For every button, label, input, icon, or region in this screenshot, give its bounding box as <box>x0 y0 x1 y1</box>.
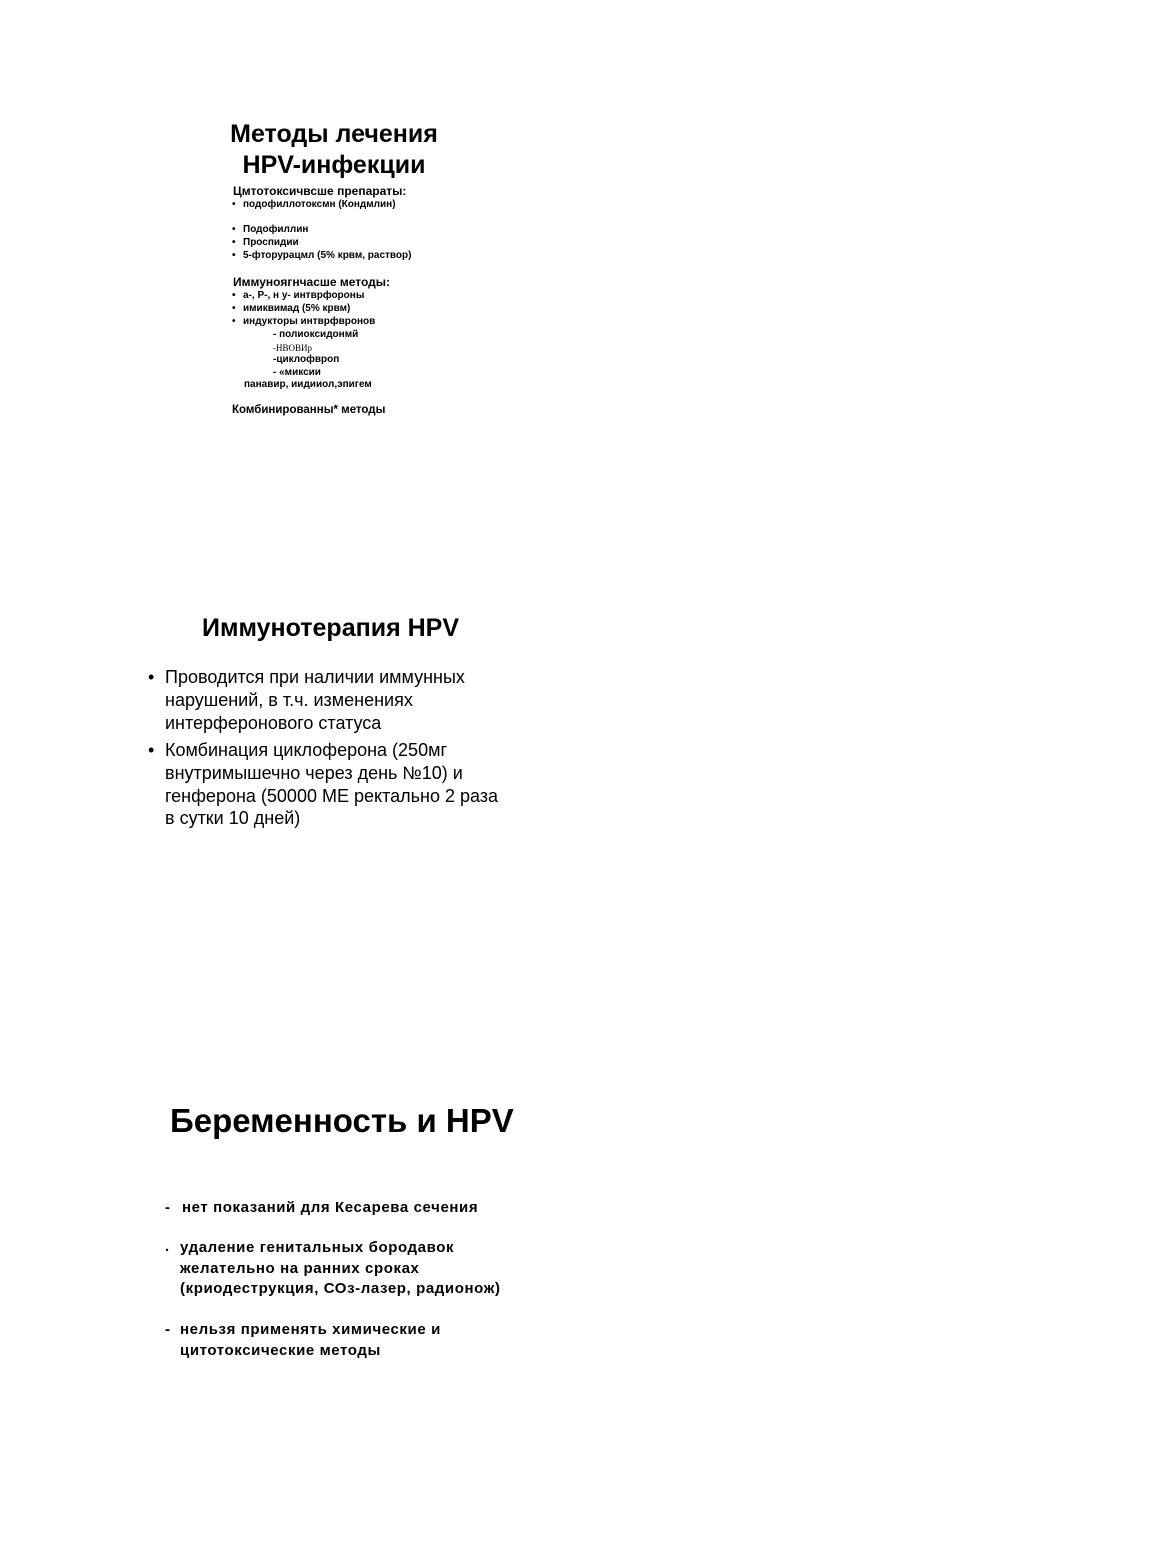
paragraph-line: генферона (50000 МЕ ректально 2 раза <box>165 786 499 806</box>
bullet: • <box>232 224 236 235</box>
list-item: Подофиллин <box>243 224 309 235</box>
bullet: • <box>148 667 155 687</box>
slide2-title: Иммунотерапия HPV <box>202 614 460 642</box>
bullet: • <box>232 303 236 314</box>
paragraph-line: удаление генитальных бородавок <box>180 1239 455 1256</box>
list-item: 5-фторурацмл (5% крвм, раствор) <box>243 250 412 261</box>
paragraph-line: Проводится при наличии иммунных <box>165 667 465 687</box>
bullet: • <box>232 290 236 301</box>
list-item: а-, Р-, н у- интврфороны <box>243 290 365 301</box>
paragraph-line: Комбинация циклоферона (250мг <box>165 740 448 760</box>
inductor-item: -НВОВИр <box>273 343 313 353</box>
list-item: подофиллотоксмн (Кондмлин) <box>243 199 396 210</box>
dash-marker: - <box>165 1199 170 1216</box>
paragraph-line: нет показаний для Кесарева сечения <box>182 1199 479 1216</box>
paragraph-line: нарушений, в т.ч. изменениях <box>165 690 413 710</box>
paragraph-line: интерферонового статуса <box>165 713 382 733</box>
extra-line: панавир, иидииол,эпигем <box>244 379 372 390</box>
list-item: Проспидии <box>243 237 299 248</box>
paragraph-line: желательно на ранних сроках <box>180 1260 420 1277</box>
inductor-item: - полиоксидонмй <box>273 329 359 340</box>
bullet: • <box>148 740 155 760</box>
paragraph-line: (криодеструкция, СОз-лазер, радионож) <box>180 1280 501 1297</box>
list-item: имиквимад (5% крвм) <box>243 303 351 314</box>
dot-marker: . <box>165 1238 170 1255</box>
list-item: индукторы интврфвронов <box>243 316 376 327</box>
bullet: • <box>232 199 236 210</box>
bullet: • <box>232 250 236 261</box>
slide3-title: Беременность и HPV <box>170 1102 514 1139</box>
paragraph-line: нельзя применять химические и <box>180 1321 441 1338</box>
paragraph-line: в сутки 10 дней) <box>165 808 301 828</box>
combined-methods: Комбинированны* методы <box>232 404 386 416</box>
slide1-title: Методы лечения HPV-инфекции <box>230 120 438 179</box>
inductor-item: -циклофвроп <box>273 354 340 365</box>
paragraph-line: внутримышечно через день №10) и <box>165 763 463 783</box>
inductor-item: - «миксии <box>273 367 321 378</box>
paragraph-line: цитотоксические методы <box>180 1342 381 1359</box>
cytotoxic-heading: Цмтотоксичвсше препараты: <box>233 184 407 198</box>
immuno-heading: Иммуноягнчасше методы: <box>233 275 391 289</box>
dash-marker: - <box>165 1321 170 1338</box>
bullet: • <box>232 237 236 248</box>
bullet: • <box>232 316 236 327</box>
